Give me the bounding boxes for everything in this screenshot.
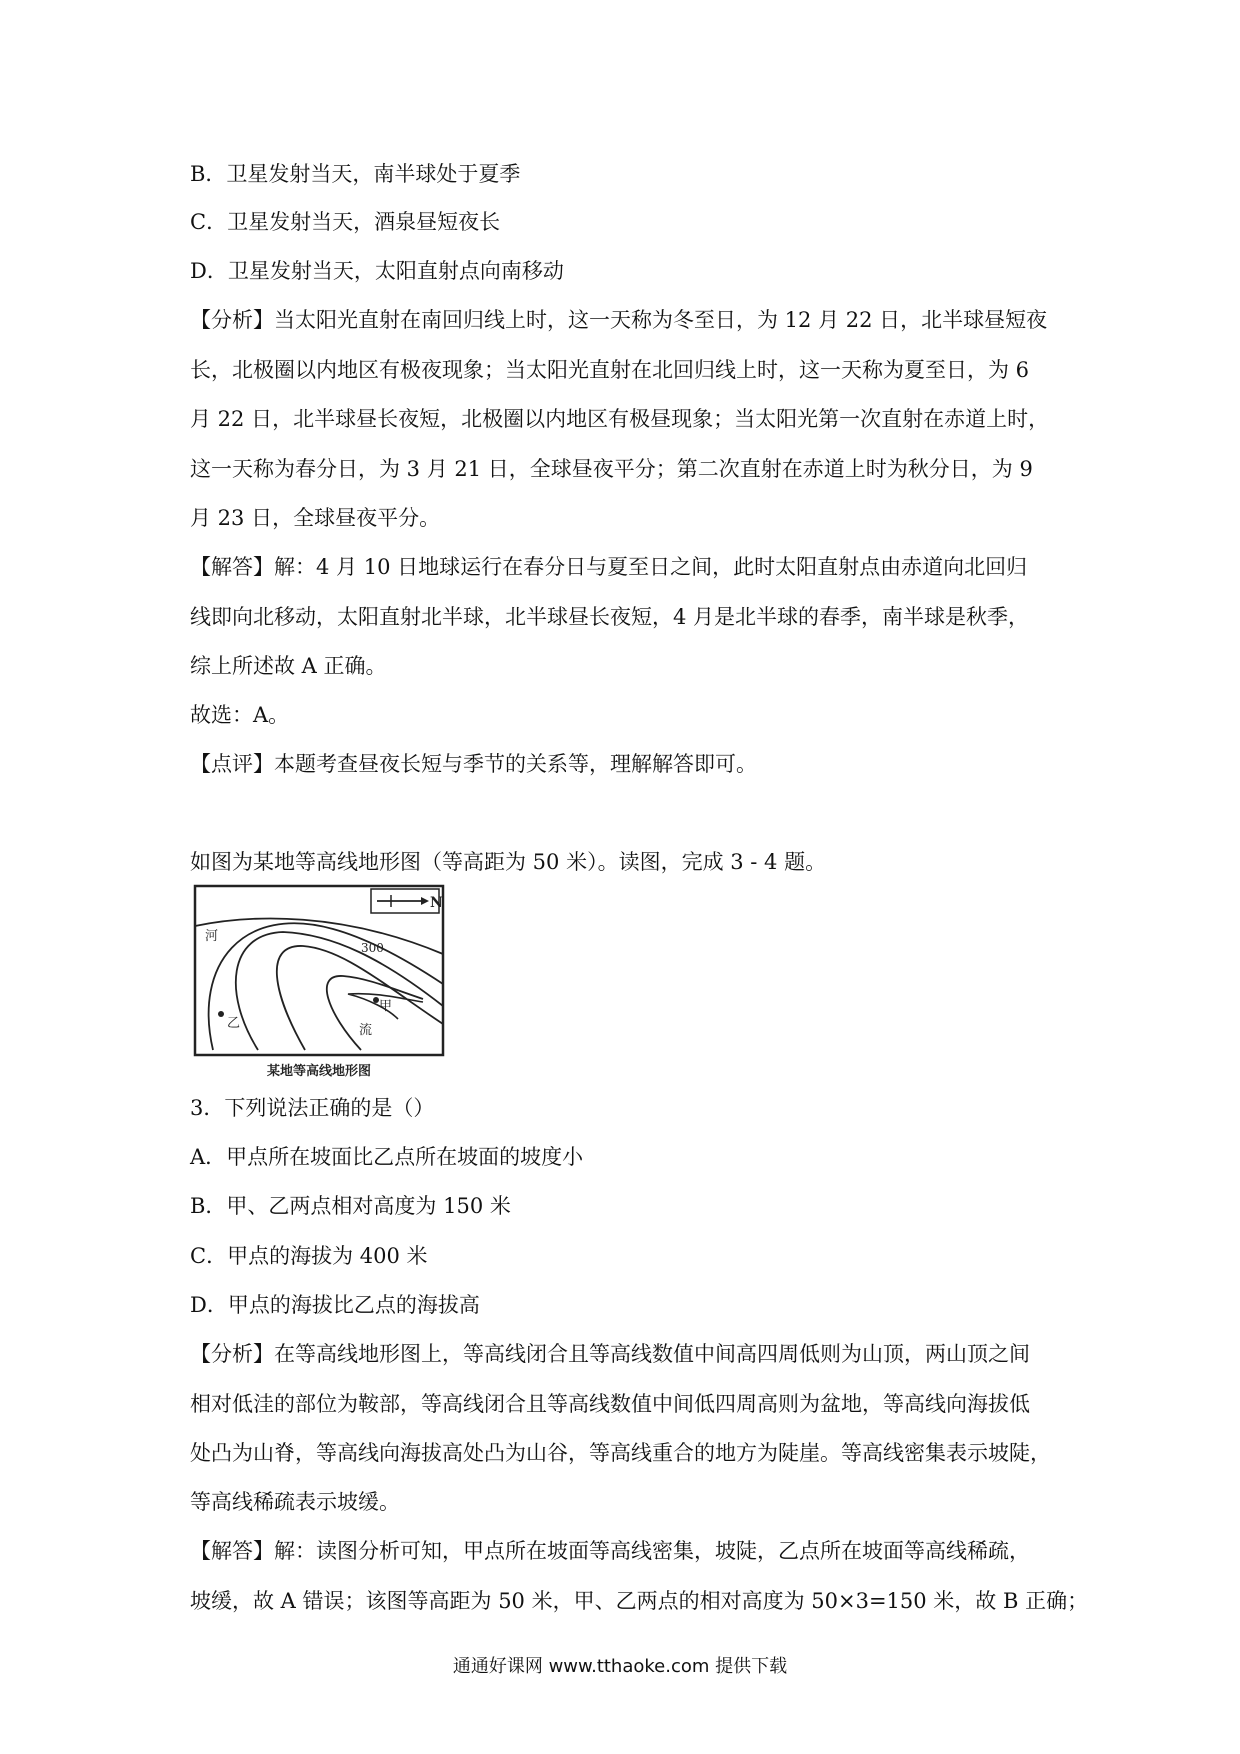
q3-option-c: C．甲点的海拔为 400 米: [190, 1244, 428, 1268]
q3-answer-line: 【解答】解：读图分析可知，甲点所在坡面等高线密集，坡陡，乙点所在坡面等高线稀疏，: [190, 1539, 1030, 1563]
contour-label-300: 300: [361, 941, 384, 955]
figure-caption: 某地等高线地形图: [266, 1064, 372, 1079]
q3-analysis-line: 等高线稀疏表示坡缓。: [190, 1490, 400, 1514]
page-footer: 通通好课网 www.tthaoke.com 提供下载: [452, 1656, 788, 1677]
question-intro: 如图为某地等高线地形图（等高距为 50 米）。读图，完成 3 - 4 题。: [190, 850, 827, 874]
q3-option-d: D．甲点的海拔比乙点的海拔高: [190, 1293, 480, 1317]
label-yi: 乙: [227, 1016, 241, 1031]
q2-option-d: D．卫星发射当天，太阳直射点向南移动: [190, 259, 564, 283]
label-jia: 甲: [379, 999, 393, 1014]
q2-option-b: B．卫星发射当天，南半球处于夏季: [190, 162, 521, 186]
q2-comment: 【点评】本题考查昼夜长短与季节的关系等，理解解答即可。: [190, 752, 757, 776]
q2-analysis-line: 【分析】当太阳光直射在南回归线上时，这一天称为冬至日，为 12 月 22 日，北半球昼短夜: [190, 308, 1048, 332]
q2-analysis-line: 月 22 日，北半球昼长夜短，北极圈以内地区有极昼现象；当太阳光第一次直射在赤道上时，: [190, 407, 1050, 431]
q3-answer-line: 坡缓，故 A 错误；该图等高距为 50 米，甲、乙两点的相对高度为 50×3=150 米，故 B 正确；: [190, 1589, 1089, 1613]
q3-option-a: A．甲点所在坡面比乙点所在坡面的坡度小: [190, 1145, 584, 1169]
q3-stem: 3．下列说法正确的是（）: [190, 1096, 435, 1120]
point-yi: [218, 1011, 224, 1017]
label-river-top: 河: [205, 929, 219, 944]
q2-answer-line: 【解答】解：4 月 10 日地球运行在春分日与夏至日之间，此时太阳直射点由赤道向北回归: [190, 555, 1028, 579]
q3-analysis-line: 处凸为山脊，等高线向海拔高处凸为山谷，等高线重合的地方为陡崖。等高线密集表示坡陡，: [190, 1441, 1051, 1465]
q2-answer-line: 线即向北移动，太阳直射北半球，北半球昼长夜短，4 月是北半球的春季，南半球是秋季，: [190, 605, 1030, 629]
q2-analysis-line: 这一天称为春分日，为 3 月 21 日，全球昼夜平分；第二次直射在赤道上时为秋分日，为 9: [190, 457, 1033, 481]
q2-analysis-line: 长，北极圈以内地区有极夜现象；当太阳光直射在北回归线上时，这一天称为夏至日，为 6: [190, 358, 1030, 382]
label-river-bottom: 流: [359, 1023, 373, 1038]
q3-option-b: B．甲、乙两点相对高度为 150 米: [190, 1194, 511, 1218]
compass-n-label: N: [430, 895, 443, 911]
q2-analysis-line: 月 23 日，全球昼夜平分。: [190, 506, 441, 530]
q3-analysis-line: 相对低洼的部位为鞍部，等高线闭合且等高线数值中间低四周高则为盆地，等高线向海拔低: [190, 1392, 1030, 1416]
q2-option-c: C．卫星发射当天，酒泉昼短夜长: [190, 210, 501, 234]
q2-choice: 故选：A。: [190, 703, 290, 727]
q3-analysis-line: 【分析】在等高线地形图上，等高线闭合且等高线数值中间高四周低则为山顶，两山顶之间: [190, 1342, 1030, 1366]
contour-map-figure: [193, 884, 446, 1081]
q2-answer-line: 综上所述故 A 正确。: [190, 654, 387, 678]
